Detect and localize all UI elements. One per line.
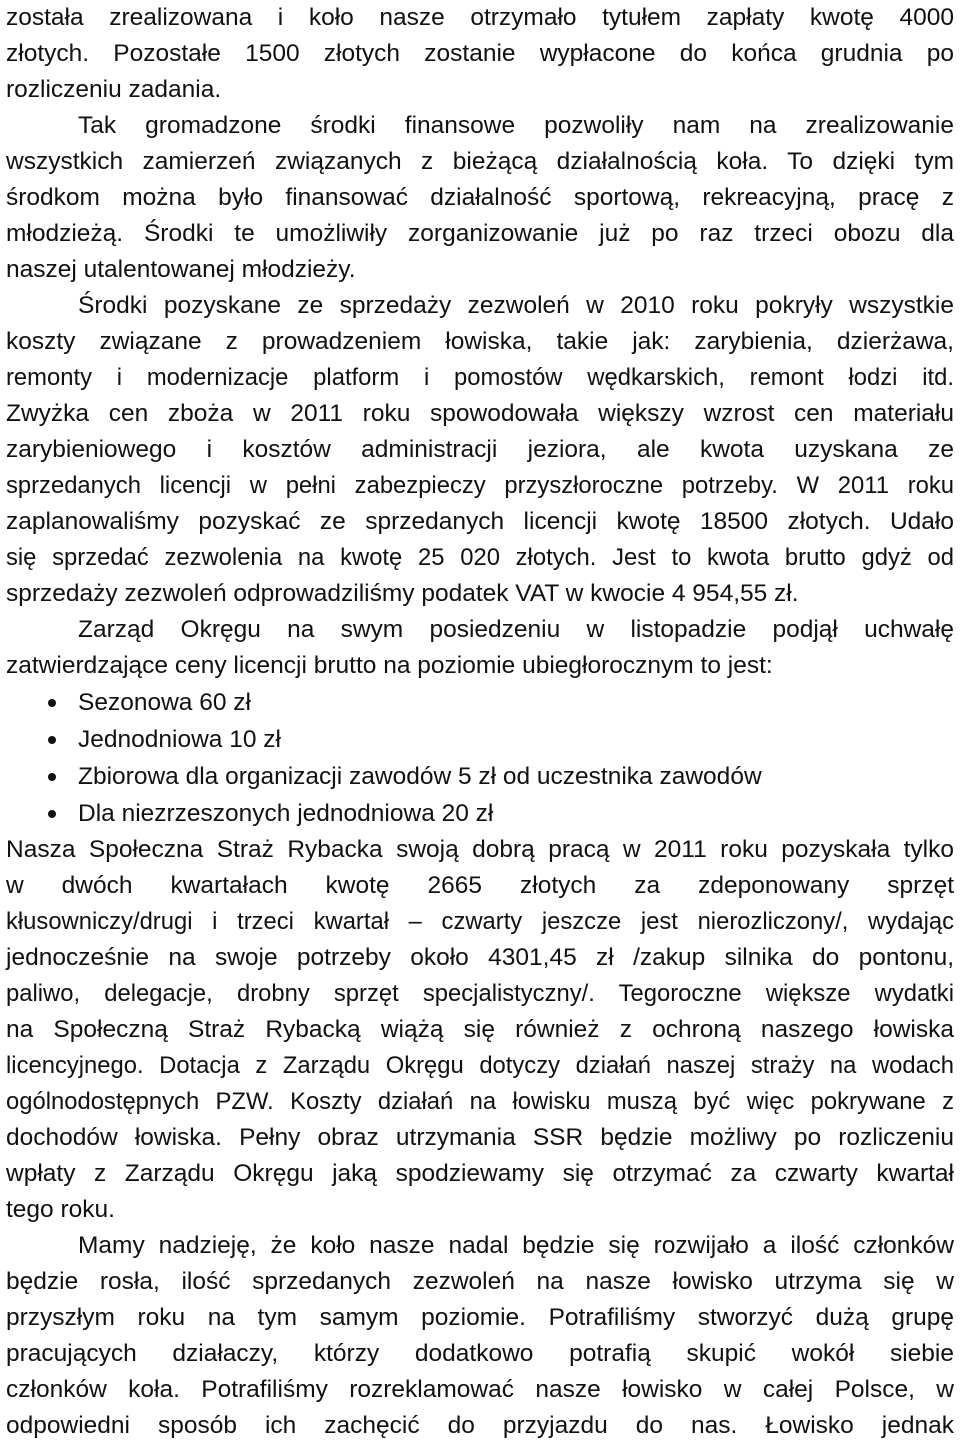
text-line: zaplanowaliśmy pozyskać ze sprzedanych licencji kwotę 18500 złotych. Udało bbox=[6, 508, 954, 535]
text-line: sprzedaży zezwoleń odprowadziliśmy podatek VAT w kwocie 4 954,55 zł. bbox=[6, 580, 799, 607]
list-item bbox=[6, 795, 954, 832]
text-line: remonty i modernizacje platform i pomostów wędkarskich, remont łodzi itd. bbox=[6, 364, 954, 391]
bullet-icon bbox=[48, 810, 56, 818]
text-line: będzie rosła, ilość sprzedanych zezwoleń na nasze łowisko utrzyma się w bbox=[6, 1268, 954, 1295]
paragraph-guard bbox=[6, 832, 954, 1228]
paragraph-hopes bbox=[6, 1228, 954, 1444]
text-line: młodzieżą. Środki te umożliwiły zorganizowanie już po raz trzeci obozu dla bbox=[6, 220, 954, 247]
text-line: na Społeczną Straż Rybacką wiążą się również z ochroną naszego łowiska bbox=[6, 1016, 954, 1043]
list-item bbox=[6, 721, 954, 758]
text-line: w dwóch kwartałach kwotę 2665 złotych za zdeponowany sprzęt bbox=[6, 872, 954, 899]
paragraph-funds bbox=[6, 108, 954, 288]
text-line: koszty związane z prowadzeniem łowiska, takie jak: zarybienia, dzierżawa, bbox=[6, 328, 954, 355]
text-line: naszej utalentowanej młodzieży. bbox=[6, 256, 356, 283]
list-item-text: Dla niezrzeszonych jednodniowa 20 zł bbox=[78, 800, 494, 827]
text-line: zatwierdzające ceny licencji brutto na poziomie ubiegłorocznym to jest: bbox=[6, 652, 773, 679]
text-line: Środki pozyskane ze sprzedaży zezwoleń w 2010 roku pokryły wszystkie bbox=[78, 292, 954, 319]
text-line: ogólnodostępnych PZW. Koszty działań na łowisku muszą być więc pokrywane z bbox=[6, 1088, 954, 1115]
list-item-text: Zbiorowa dla organizacji zawodów 5 zł od uczestnika zawodów bbox=[78, 763, 762, 790]
text-line: odpowiedni sposób ich zachęcić do przyjazdu do nas. Łowisko jednak bbox=[6, 1412, 954, 1439]
paragraph-permits bbox=[6, 288, 954, 612]
list-item bbox=[6, 684, 954, 721]
text-line: się sprzedać zezwolenia na kwotę 25 020 złotych. Jest to kwota brutto gdyż od bbox=[6, 544, 954, 571]
text-line: wpłaty z Zarządu Okręgu jaką spodziewamy się otrzymać za czwarty kwartał bbox=[6, 1160, 954, 1187]
text-line: paliwo, delegacje, drobny sprzęt specjalistyczny/. Tegoroczne większe wydatki bbox=[6, 980, 954, 1007]
price-list bbox=[6, 684, 954, 832]
text-line: jednocześnie na swoje potrzeby około 4301,45 zł /zakup silnika do pontonu, bbox=[6, 944, 954, 971]
bullet-icon bbox=[48, 699, 56, 707]
document-page bbox=[6, 0, 954, 1444]
paragraph-board bbox=[6, 612, 954, 684]
text-line: Mamy nadzieję, że koło nasze nadal będzie się rozwijało a ilość członków bbox=[78, 1232, 954, 1259]
text-line: dochodów łowiska. Pełny obraz utrzymania SSR będzie możliwy po rozliczeniu bbox=[6, 1124, 954, 1151]
bullet-icon bbox=[48, 736, 56, 744]
text-line: przyszłym roku na tym samym poziomie. Potrafiliśmy stworzyć dużą grupę bbox=[6, 1304, 954, 1331]
text-line: rozliczeniu zadania. bbox=[6, 76, 222, 103]
text-line: środkom można było finansować działalność sportową, rekreacyjną, pracę z bbox=[6, 184, 954, 211]
text-line: tego roku. bbox=[6, 1196, 115, 1223]
list-item-text: Jednodniowa 10 zł bbox=[78, 726, 281, 753]
text-line: kłusowniczy/drugi i trzeci kwartał – czwarty jeszcze jest nierozliczony/, wydając bbox=[6, 908, 954, 935]
bullet-icon bbox=[48, 773, 56, 781]
text-line: Tak gromadzone środki finansowe pozwoliły nam na zrealizowanie bbox=[78, 112, 954, 139]
text-line: została zrealizowana i koło nasze otrzymało tytułem zapłaty kwotę 4000 bbox=[6, 4, 954, 31]
text-line: wszystkich zamierzeń związanych z bieżącą działalnością koła. To dzięki tym bbox=[6, 148, 954, 175]
text-line: Zwyżka cen zboża w 2011 roku spowodowała większy wzrost cen materiału bbox=[6, 400, 954, 427]
list-item-text: Sezonowa 60 zł bbox=[78, 689, 251, 716]
text-line: pracujących działaczy, którzy dodatkowo potrafią skupić wokół siebie bbox=[6, 1340, 954, 1367]
paragraph-prize bbox=[6, 0, 954, 108]
text-line: zarybieniowego i kosztów administracji jeziora, ale kwota uzyskana ze bbox=[6, 436, 954, 463]
text-line: członków koła. Potrafiliśmy rozreklamować nasze łowisko w całej Polsce, w bbox=[6, 1376, 954, 1403]
list-item bbox=[6, 758, 954, 795]
text-line: Zarząd Okręgu na swym posiedzeniu w listopadzie podjął uchwałę bbox=[78, 616, 954, 643]
text-line: licencyjnego. Dotacja z Zarządu Okręgu dotyczy działań naszej straży na wodach bbox=[6, 1052, 954, 1079]
text-line: Nasza Społeczna Straż Rybacka swoją dobrą pracą w 2011 roku pozyskała tylko bbox=[6, 836, 954, 863]
text-line: sprzedanych licencji w pełni zabezpieczy przyszłoroczne potrzeby. W 2011 roku bbox=[6, 472, 954, 499]
text-line: złotych. Pozostałe 1500 złotych zostanie wypłacone do końca grudnia po bbox=[6, 40, 954, 67]
